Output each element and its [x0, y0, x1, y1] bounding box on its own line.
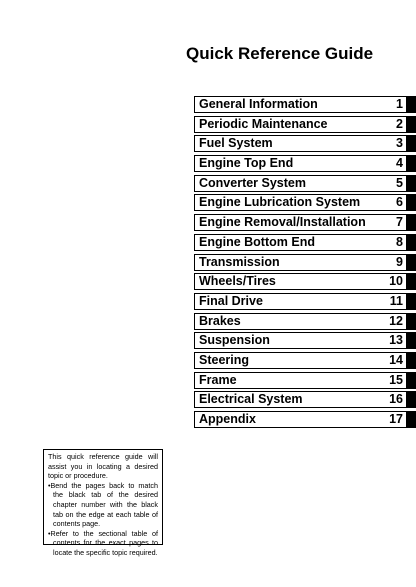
chapter-tab: [406, 234, 416, 251]
page-title: Quick Reference Guide: [186, 44, 374, 63]
chapter-row[interactable]: [194, 391, 416, 411]
chapter-tab: [406, 273, 416, 290]
chapter-row[interactable]: [194, 116, 416, 136]
chapter-number: 1: [396, 97, 403, 111]
chapter-row[interactable]: [194, 293, 416, 313]
chapter-number: 8: [396, 234, 403, 249]
chapter-row[interactable]: [194, 194, 416, 214]
chapter-row[interactable]: [194, 96, 416, 116]
chapter-number: 16: [389, 392, 403, 407]
chapter-number: 3: [396, 136, 403, 151]
chapter-label: Engine Bottom End: [199, 234, 315, 249]
chapter-label: Converter System: [199, 175, 306, 190]
instruction-note: [43, 449, 163, 557]
chapter-label: Engine Top End: [199, 156, 294, 171]
chapter-row[interactable]: [194, 313, 416, 333]
chapter-row[interactable]: [194, 372, 416, 392]
chapter-row[interactable]: [194, 273, 416, 293]
chapter-number: 14: [389, 352, 403, 367]
chapter-row[interactable]: [194, 411, 416, 431]
chapter-tab: [406, 175, 416, 192]
chapter-row[interactable]: [194, 234, 416, 254]
chapter-tab: [406, 293, 416, 310]
chapter-number: 15: [389, 372, 403, 387]
chapter-label: Final Drive: [199, 293, 263, 308]
note-intro: This quick reference guide will assist you in locating a desired topic or procedure.: [48, 452, 158, 481]
chapter-tab: [406, 411, 416, 428]
note-bullet: •Bend the pages back to match the black tab of the desired chapter number with the black tab on the edge at each table of contents page.: [48, 480, 158, 529]
chapter-row[interactable]: [194, 175, 416, 195]
chapter-tab: [406, 135, 416, 152]
chapter-tab: [406, 372, 416, 389]
chapter-number: 4: [396, 156, 403, 171]
chapter-tab: [406, 313, 416, 330]
chapter-number: 11: [389, 293, 403, 308]
chapter-label: Suspension: [199, 333, 270, 348]
chapter-number: 9: [396, 254, 403, 269]
chapter-label: Periodic Maintenance: [199, 116, 328, 131]
chapter-number: 10: [389, 274, 403, 289]
chapter-label: Engine Removal/Installation: [199, 215, 366, 230]
chapter-label: Transmission: [199, 254, 280, 269]
chapter-label: Frame: [199, 372, 237, 387]
chapter-label: General Information: [199, 97, 318, 111]
chapter-number: 12: [389, 313, 403, 328]
chapter-tab: [406, 214, 416, 231]
chapter-label: Brakes: [199, 313, 241, 328]
chapter-number: 5: [396, 175, 403, 190]
chapter-tab: [406, 155, 416, 172]
chapter-number: 6: [396, 195, 403, 210]
chapter-row[interactable]: [194, 332, 416, 352]
chapter-tab: [406, 96, 416, 113]
chapter-row[interactable]: [194, 155, 416, 175]
chapter-number: 2: [396, 116, 403, 131]
chapter-label: Electrical System: [199, 392, 303, 407]
chapter-tab: [406, 332, 416, 349]
chapter-tab: [406, 194, 416, 211]
chapter-tab: [406, 391, 416, 408]
chapter-label: Fuel System: [199, 136, 273, 151]
chapter-row[interactable]: [194, 214, 416, 234]
chapter-label: Appendix: [199, 412, 256, 426]
chapter-row[interactable]: [194, 254, 416, 274]
chapter-tab: [406, 254, 416, 271]
chapter-label: Wheels/Tires: [199, 274, 276, 289]
chapter-tab: [406, 116, 416, 133]
chapter-number: 13: [389, 333, 403, 348]
chapter-number: 17: [389, 412, 403, 426]
chapter-row[interactable]: [194, 135, 416, 155]
chapter-row[interactable]: [194, 352, 416, 372]
chapter-label: Engine Lubrication System: [199, 195, 361, 210]
chapter-label: Steering: [199, 352, 250, 367]
chapter-number: 7: [396, 215, 403, 230]
chapter-tab: [406, 352, 416, 369]
chapter-index: [194, 96, 416, 431]
note-bullet: •Refer to the sectional table of contents for the exact pages to locate the specific topic required.: [48, 528, 158, 557]
